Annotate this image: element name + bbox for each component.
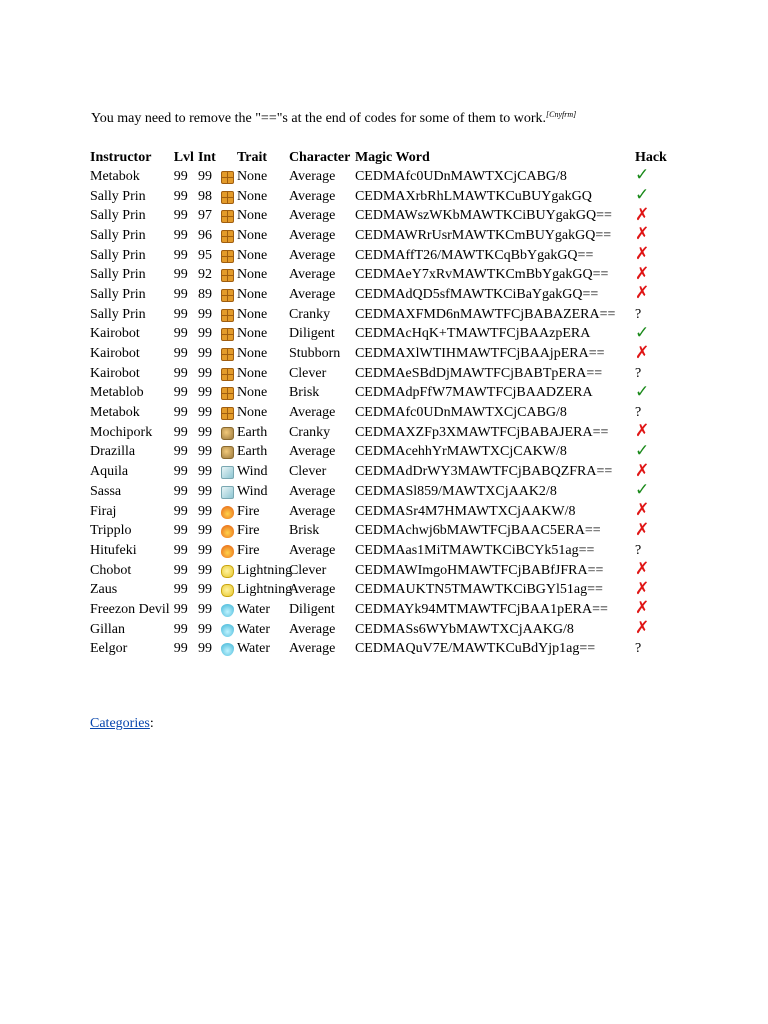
cell-lvl: 99 [173, 621, 188, 637]
wind-trait-icon [221, 486, 234, 499]
cell-instructor: Metabok [90, 168, 140, 184]
cell-magic-word: CEDMAcehhYrMAWTXCjCAKW/8 [354, 444, 567, 460]
cell-magic-word: CEDMASr4M7HMAWTXCjAAKW/8 [354, 503, 576, 519]
cell-int: 99 [197, 326, 212, 342]
none-trait-icon [221, 407, 234, 420]
cell-trait [219, 502, 287, 522]
trait-label: Lightning [236, 562, 293, 578]
hack-status-no: ✗ [634, 460, 650, 481]
cell-trait [219, 462, 287, 482]
cell-instructor: Sassa [90, 483, 122, 499]
hack-status-unk: ? [634, 306, 642, 322]
hack-status-yes: ✓ [634, 322, 650, 343]
hack-status-yes: ✓ [634, 480, 650, 501]
cell-magic-word: CEDMASs6WYbMAWTXCjAAKG/8 [354, 621, 574, 637]
cell-lvl: 99 [173, 582, 188, 598]
trait-label: None [236, 208, 268, 224]
cell-character: Clever [288, 365, 327, 381]
cell-magic-word: CEDMAWRrUsrMAWTKCmBUYgakGQ== [354, 227, 612, 243]
cell-int: 99 [197, 601, 212, 617]
confirm-tag: [Cnyfrm] [546, 110, 577, 119]
header-trait: Trait [236, 149, 268, 165]
cell-character: Average [288, 621, 336, 637]
fire-trait-icon [221, 506, 234, 519]
cell-instructor: Hitufeki [90, 542, 137, 558]
cell-hack [633, 187, 673, 207]
cell-character: Clever [288, 464, 327, 480]
table-row [88, 620, 673, 640]
table-row [88, 246, 673, 266]
cell-magic-word: CEDMAas1MiTMAWTKCiBCYk51ag== [354, 542, 595, 558]
table-row [88, 305, 673, 325]
table-row [88, 167, 673, 187]
cell-instructor: Tripplo [90, 523, 132, 539]
trait-label: Wind [236, 464, 268, 480]
trait-label: None [236, 346, 268, 362]
cell-trait [219, 305, 287, 325]
header-instructor: Instructor [90, 149, 152, 165]
cell-instructor: Metabok [90, 405, 140, 421]
cell-lvl: 99 [173, 385, 188, 401]
header-lvl: Lvl [173, 149, 194, 165]
cell-int: 97 [197, 208, 212, 224]
cell-lvl: 99 [173, 641, 188, 657]
cell-magic-word: CEDMAchwj6bMAWTFCjBAAC5ERA== [354, 523, 601, 539]
cell-lvl: 99 [173, 424, 188, 440]
cell-trait [219, 265, 287, 285]
lightning-trait-icon [221, 584, 234, 597]
cell-character: Average [288, 444, 336, 460]
cell-magic-word: CEDMAXZFp3XMAWTFCjBABAJERA== [354, 424, 609, 440]
trait-label: None [236, 385, 268, 401]
cell-instructor: Chobot [90, 562, 132, 578]
cell-int: 99 [197, 523, 212, 539]
cell-trait [219, 580, 293, 600]
cell-hack [633, 265, 673, 285]
trait-label: Fire [236, 503, 260, 519]
trait-label: None [236, 326, 268, 342]
none-trait-icon [221, 289, 234, 302]
cell-instructor: Sally Prin [90, 208, 146, 224]
cell-int: 99 [197, 464, 212, 480]
none-trait-icon [221, 191, 234, 204]
cell-trait [219, 167, 287, 187]
cell-magic-word: CEDMAffT26/MAWTKCqBbYgakGQ== [354, 247, 594, 263]
trait-label: Fire [236, 542, 260, 558]
cell-instructor: Sally Prin [90, 286, 146, 302]
cell-character: Average [288, 405, 336, 421]
hack-status-no: ✗ [634, 519, 650, 540]
cell-magic-word: CEDMAWImgoHMAWTFCjBABfJFRA== [354, 562, 604, 578]
hack-status-no: ✗ [634, 244, 650, 265]
cell-instructor: Firaj [90, 503, 117, 519]
cell-instructor: Aquila [90, 464, 129, 480]
cell-int: 92 [197, 267, 212, 283]
cell-trait [219, 384, 287, 404]
lightning-trait-icon [221, 565, 234, 578]
cell-hack [633, 381, 673, 404]
trait-label: None [236, 286, 268, 302]
cell-int: 98 [197, 188, 212, 204]
cell-character: Cranky [288, 306, 331, 322]
trait-label: Water [236, 621, 271, 637]
cell-int: 99 [197, 562, 212, 578]
cell-hack [633, 482, 673, 502]
header-int: Int [197, 149, 216, 165]
cell-character: Cranky [288, 424, 331, 440]
fire-trait-icon [221, 545, 234, 558]
cell-instructor: Sally Prin [90, 188, 146, 204]
hack-status-no: ✗ [634, 559, 650, 580]
cell-hack [633, 285, 673, 305]
magic-word-table [88, 148, 673, 659]
cell-magic-word: CEDMASl859/MAWTXCjAAK2/8 [354, 483, 557, 499]
none-trait-icon [221, 230, 234, 243]
cell-hack [633, 344, 673, 364]
cell-instructor: Sally Prin [90, 267, 146, 283]
cell-trait [219, 285, 287, 305]
cell-instructor: Gillan [90, 621, 125, 637]
cell-hack [633, 423, 673, 443]
cell-int: 99 [197, 306, 212, 322]
earth-trait-icon [221, 446, 234, 459]
cell-instructor: Sally Prin [90, 227, 146, 243]
cell-lvl: 99 [173, 227, 188, 243]
trait-label: None [236, 227, 268, 243]
cell-character: Diligent [288, 326, 335, 342]
cell-hack [633, 620, 673, 640]
cell-magic-word: CEDMAUKTN5TMAWTKCiBGYl51ag== [354, 582, 603, 598]
cell-hack [633, 502, 673, 522]
cell-int: 99 [197, 582, 212, 598]
table-row [88, 344, 673, 364]
cell-character: Average [288, 542, 336, 558]
cell-instructor: Eelgor [90, 641, 128, 657]
cell-lvl: 99 [173, 267, 188, 283]
cell-trait [219, 443, 287, 463]
cell-hack [633, 305, 673, 325]
hack-status-no: ✗ [634, 283, 650, 304]
cell-magic-word: CEDMAdDrWY3MAWTFCjBABQZFRA== [354, 464, 613, 480]
cell-instructor: Kairobot [90, 346, 140, 362]
cell-magic-word: CEDMAYk94MTMAWTFCjBAA1pERA== [354, 601, 608, 617]
cell-instructor: Metablob [90, 385, 144, 401]
cell-trait [219, 364, 287, 384]
cell-character: Average [288, 247, 336, 263]
cell-trait [219, 206, 287, 226]
cell-lvl: 99 [173, 306, 188, 322]
none-trait-icon [221, 210, 234, 223]
cell-trait [219, 620, 287, 640]
cell-instructor: Kairobot [90, 365, 140, 381]
cell-instructor: Drazilla [90, 444, 136, 460]
table-row [88, 403, 673, 423]
trait-label: Water [236, 601, 271, 617]
trait-label: None [236, 365, 268, 381]
cell-hack [633, 206, 673, 226]
cell-hack [633, 167, 673, 187]
water-trait-icon [221, 624, 234, 637]
cell-lvl: 99 [173, 365, 188, 381]
cell-trait [219, 403, 287, 423]
cell-lvl: 99 [173, 208, 188, 224]
hack-status-no: ✗ [634, 598, 650, 619]
table-row [88, 364, 673, 384]
cell-instructor: Sally Prin [90, 306, 146, 322]
cell-hack [633, 226, 673, 246]
cell-magic-word: CEDMAdpFfW7MAWTFCjBAADZERA [354, 385, 593, 401]
cell-lvl: 99 [173, 542, 188, 558]
cell-lvl: 99 [173, 346, 188, 362]
cell-int: 99 [197, 483, 212, 499]
table-row [88, 462, 673, 482]
table-row [88, 187, 673, 207]
cell-int: 99 [197, 424, 212, 440]
cell-lvl: 99 [173, 405, 188, 421]
table-row [88, 265, 673, 285]
table-row [88, 443, 673, 463]
cell-int: 99 [197, 621, 212, 637]
cell-hack [633, 322, 673, 345]
trait-label: None [236, 405, 268, 421]
cell-trait [219, 325, 287, 345]
cell-hack [633, 600, 673, 620]
cell-character: Average [288, 503, 336, 519]
table-header-row [88, 148, 673, 167]
cell-instructor: Freezon Devil [90, 601, 170, 617]
trait-label: Wind [236, 483, 268, 499]
cell-instructor: Sally Prin [90, 247, 146, 263]
hack-status-no: ✗ [634, 578, 650, 599]
cell-hack [633, 246, 673, 266]
water-trait-icon [221, 604, 234, 617]
hack-status-yes: ✓ [634, 185, 650, 206]
trait-label: Fire [236, 523, 260, 539]
table-row [88, 541, 673, 561]
cell-trait [219, 423, 287, 443]
cell-lvl: 99 [173, 168, 188, 184]
cell-hack [633, 462, 673, 482]
hack-status-unk: ? [634, 641, 642, 657]
table-row [88, 226, 673, 246]
note-body: You may need to remove the "=="s at the end of codes for some of them to work. [91, 111, 547, 126]
table-row [88, 561, 673, 581]
cell-trait [219, 187, 287, 207]
table-row [88, 325, 673, 345]
cell-character: Brisk [288, 523, 320, 539]
cell-character: Average [288, 267, 336, 283]
cell-magic-word: CEDMAdQD5sfMAWTKCiBaYgakGQ== [354, 286, 599, 302]
cell-hack [633, 521, 673, 541]
cell-character: Diligent [288, 601, 335, 617]
trait-label: None [236, 168, 268, 184]
cell-trait [219, 344, 287, 364]
cell-character: Average [288, 188, 336, 204]
categories-link[interactable]: Categories [90, 716, 150, 731]
cell-int: 99 [197, 542, 212, 558]
cell-magic-word: CEDMAeY7xRvMAWTKCmBbYgakGQ== [354, 267, 609, 283]
cell-lvl: 99 [173, 286, 188, 302]
cell-int: 99 [197, 365, 212, 381]
none-trait-icon [221, 269, 234, 282]
cell-character: Average [288, 641, 336, 657]
cell-character: Brisk [288, 385, 320, 401]
note-text [91, 111, 576, 127]
cell-trait [219, 600, 287, 620]
cell-character: Stubborn [288, 346, 341, 362]
cell-hack [633, 541, 673, 561]
table-row [88, 384, 673, 404]
cell-instructor: Kairobot [90, 326, 140, 342]
table-row [88, 580, 673, 600]
hack-status-no: ✗ [634, 204, 650, 225]
none-trait-icon [221, 171, 234, 184]
cell-magic-word: CEDMAQuV7E/MAWTKCuBdYjp1ag== [354, 641, 596, 657]
none-trait-icon [221, 328, 234, 341]
cell-lvl: 99 [173, 601, 188, 617]
hack-status-yes: ✓ [634, 440, 650, 461]
cell-magic-word: CEDMAfc0UDnMAWTXCjCABG/8 [354, 168, 567, 184]
cell-lvl: 99 [173, 503, 188, 519]
cell-int: 99 [197, 503, 212, 519]
cell-lvl: 99 [173, 483, 188, 499]
cell-magic-word: CEDMAXFMD6nMAWTFCjBABAZERA== [354, 306, 616, 322]
cell-character: Average [288, 227, 336, 243]
cell-int: 99 [197, 405, 212, 421]
cell-hack [633, 403, 673, 423]
cell-lvl: 99 [173, 326, 188, 342]
table-row [88, 285, 673, 305]
cell-hack [633, 440, 673, 463]
cell-instructor: Mochipork [90, 424, 153, 440]
hack-status-no: ✗ [634, 263, 650, 284]
cell-character: Clever [288, 562, 327, 578]
fire-trait-icon [221, 525, 234, 538]
hack-status-yes: ✓ [634, 165, 650, 186]
hack-status-unk: ? [634, 405, 642, 421]
none-trait-icon [221, 250, 234, 263]
none-trait-icon [221, 387, 234, 400]
cell-character: Average [288, 582, 336, 598]
cell-character: Average [288, 208, 336, 224]
cell-magic-word: CEDMAeSBdDjMAWTFCjBABTpERA== [354, 365, 603, 381]
cell-trait [219, 541, 287, 561]
categories-footer [90, 716, 154, 732]
cell-int: 99 [197, 444, 212, 460]
cell-int: 95 [197, 247, 212, 263]
cell-int: 99 [197, 641, 212, 657]
trait-label: None [236, 267, 268, 283]
hack-status-no: ✗ [634, 618, 650, 639]
cell-hack [633, 561, 673, 581]
none-trait-icon [221, 368, 234, 381]
cell-magic-word: CEDMAcHqK+TMAWTFCjBAAzpERA [354, 326, 591, 342]
table-row [88, 482, 673, 502]
water-trait-icon [221, 643, 234, 656]
hack-status-unk: ? [634, 542, 642, 558]
cell-hack [633, 580, 673, 600]
wind-trait-icon [221, 466, 234, 479]
header-character: Character [288, 149, 351, 165]
cell-lvl: 99 [173, 464, 188, 480]
table-row [88, 206, 673, 226]
trait-label: Lightning [236, 582, 293, 598]
cell-magic-word: CEDMAfc0UDnMAWTXCjCABG/8 [354, 405, 567, 421]
categories-colon: : [149, 716, 154, 731]
cell-character: Average [288, 168, 336, 184]
none-trait-icon [221, 309, 234, 322]
table-row [88, 521, 673, 541]
cell-trait [219, 640, 287, 660]
cell-hack [633, 640, 673, 660]
cell-trait [219, 521, 287, 541]
cell-int: 99 [197, 346, 212, 362]
cell-instructor: Zaus [90, 582, 118, 598]
cell-int: 89 [197, 286, 212, 302]
cell-magic-word: CEDMAXrbRhLMAWTKCuBUYgakGQ [354, 188, 592, 204]
header-hack: Hack [634, 149, 667, 165]
table-row [88, 640, 673, 660]
cell-int: 96 [197, 227, 212, 243]
cell-lvl: 99 [173, 188, 188, 204]
none-trait-icon [221, 348, 234, 361]
cell-hack [633, 364, 673, 384]
trait-label: Earth [236, 424, 268, 440]
cell-lvl: 99 [173, 444, 188, 460]
hack-status-no: ✗ [634, 342, 650, 363]
trait-label: Earth [236, 444, 268, 460]
table-row [88, 423, 673, 443]
hack-status-yes: ✓ [634, 381, 650, 402]
cell-lvl: 99 [173, 562, 188, 578]
hack-status-no: ✗ [634, 500, 650, 521]
trait-label: Water [236, 641, 271, 657]
hack-status-no: ✗ [634, 421, 650, 442]
trait-label: None [236, 306, 268, 322]
cell-trait [219, 246, 287, 266]
cell-character: Average [288, 483, 336, 499]
cell-magic-word: CEDMAXlWTIHMAWTFCjBAAjpERA== [354, 346, 605, 362]
header-magic-word: Magic Word [354, 149, 430, 165]
cell-character: Average [288, 286, 336, 302]
cell-trait [219, 561, 293, 581]
cell-lvl: 99 [173, 247, 188, 263]
hack-status-no: ✗ [634, 224, 650, 245]
cell-int: 99 [197, 385, 212, 401]
table-row [88, 600, 673, 620]
cell-lvl: 99 [173, 523, 188, 539]
table-row [88, 502, 673, 522]
hack-status-unk: ? [634, 365, 642, 381]
cell-trait [219, 226, 287, 246]
trait-label: None [236, 188, 268, 204]
trait-label: None [236, 247, 268, 263]
cell-magic-word: CEDMAWszWKbMAWTKCiBUYgakGQ== [354, 208, 612, 224]
cell-trait [219, 482, 287, 502]
cell-int: 99 [197, 168, 212, 184]
earth-trait-icon [221, 427, 234, 440]
